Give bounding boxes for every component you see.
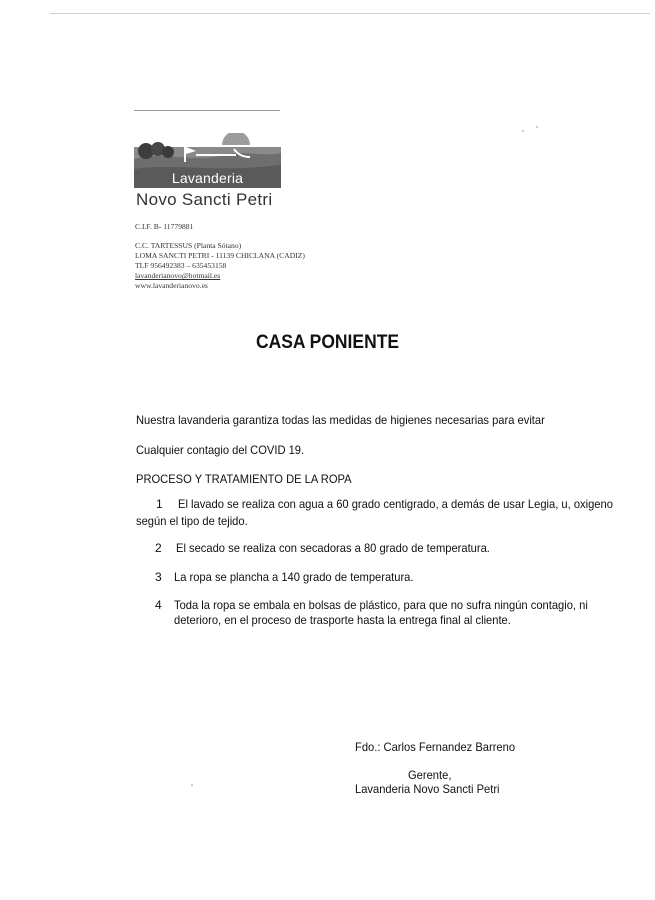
- step-1-line-1: El lavado se realiza con agua a 60 grado centigrado, a demás de usar Legia, u, oxigeno: [178, 497, 613, 511]
- step-4-line-2: deterioro, en el proceso de trasporte hasta la entrega final al cliente.: [174, 613, 511, 627]
- section-heading: PROCESO Y TRATAMIENTO DE LA ROPA: [136, 472, 352, 486]
- step-4-number: 4: [155, 598, 162, 612]
- signed-by: Fdo.: Carlos Fernandez Barreno: [355, 740, 516, 754]
- logo-word: Lavanderia: [171, 170, 244, 186]
- step-1-line-2: según el tipo de tejido.: [136, 514, 248, 528]
- step-3-number: 3: [155, 570, 162, 584]
- address-line-1: C.C. TARTESSUS (Planta Sótano): [135, 241, 242, 250]
- step-2-line-1: El secado se realiza con secadoras a 80 grado de temperatura.: [176, 541, 490, 555]
- step-1-number: 1: [156, 497, 163, 511]
- signer-role: Gerente,: [408, 768, 452, 782]
- website-link[interactable]: www.lavanderianovo.es: [135, 281, 208, 290]
- step-3-line-1: La ropa se plancha a 140 grado de temperatura.: [174, 570, 414, 584]
- brand-name: Novo Sancti Petri: [136, 190, 273, 209]
- cif-text: C.I.F. B- 11779881: [135, 222, 194, 231]
- scan-edge-line: [50, 13, 650, 14]
- company-logo: [134, 133, 281, 188]
- document-title: CASA PONIENTE: [255, 332, 400, 353]
- signer-company: Lavanderia Novo Sancti Petri: [355, 782, 500, 796]
- intro-line-2: Cualquier contagio del COVID 19.: [136, 443, 305, 457]
- step-2-number: 2: [155, 541, 162, 555]
- phone-text: TLF 956492383 – 635453158: [135, 261, 227, 270]
- scan-speck: [522, 130, 524, 132]
- step-4-line-1: Toda la ropa se embala en bolsas de plástico, para que no sufra ningún contagio, ni: [174, 598, 588, 612]
- address-line-2: LOMA SANCTI PETRI - 11139 CHICLANA (CADIZ): [135, 251, 305, 260]
- email-link[interactable]: lavanderianovo@hotmail.es: [135, 271, 221, 280]
- scan-speck: [191, 784, 193, 786]
- logo-top-rule: [134, 110, 280, 111]
- intro-line-1: Nuestra lavanderia garantiza todas las medidas de higienes necesarias para evitar: [136, 413, 545, 427]
- scan-speck: [536, 126, 538, 128]
